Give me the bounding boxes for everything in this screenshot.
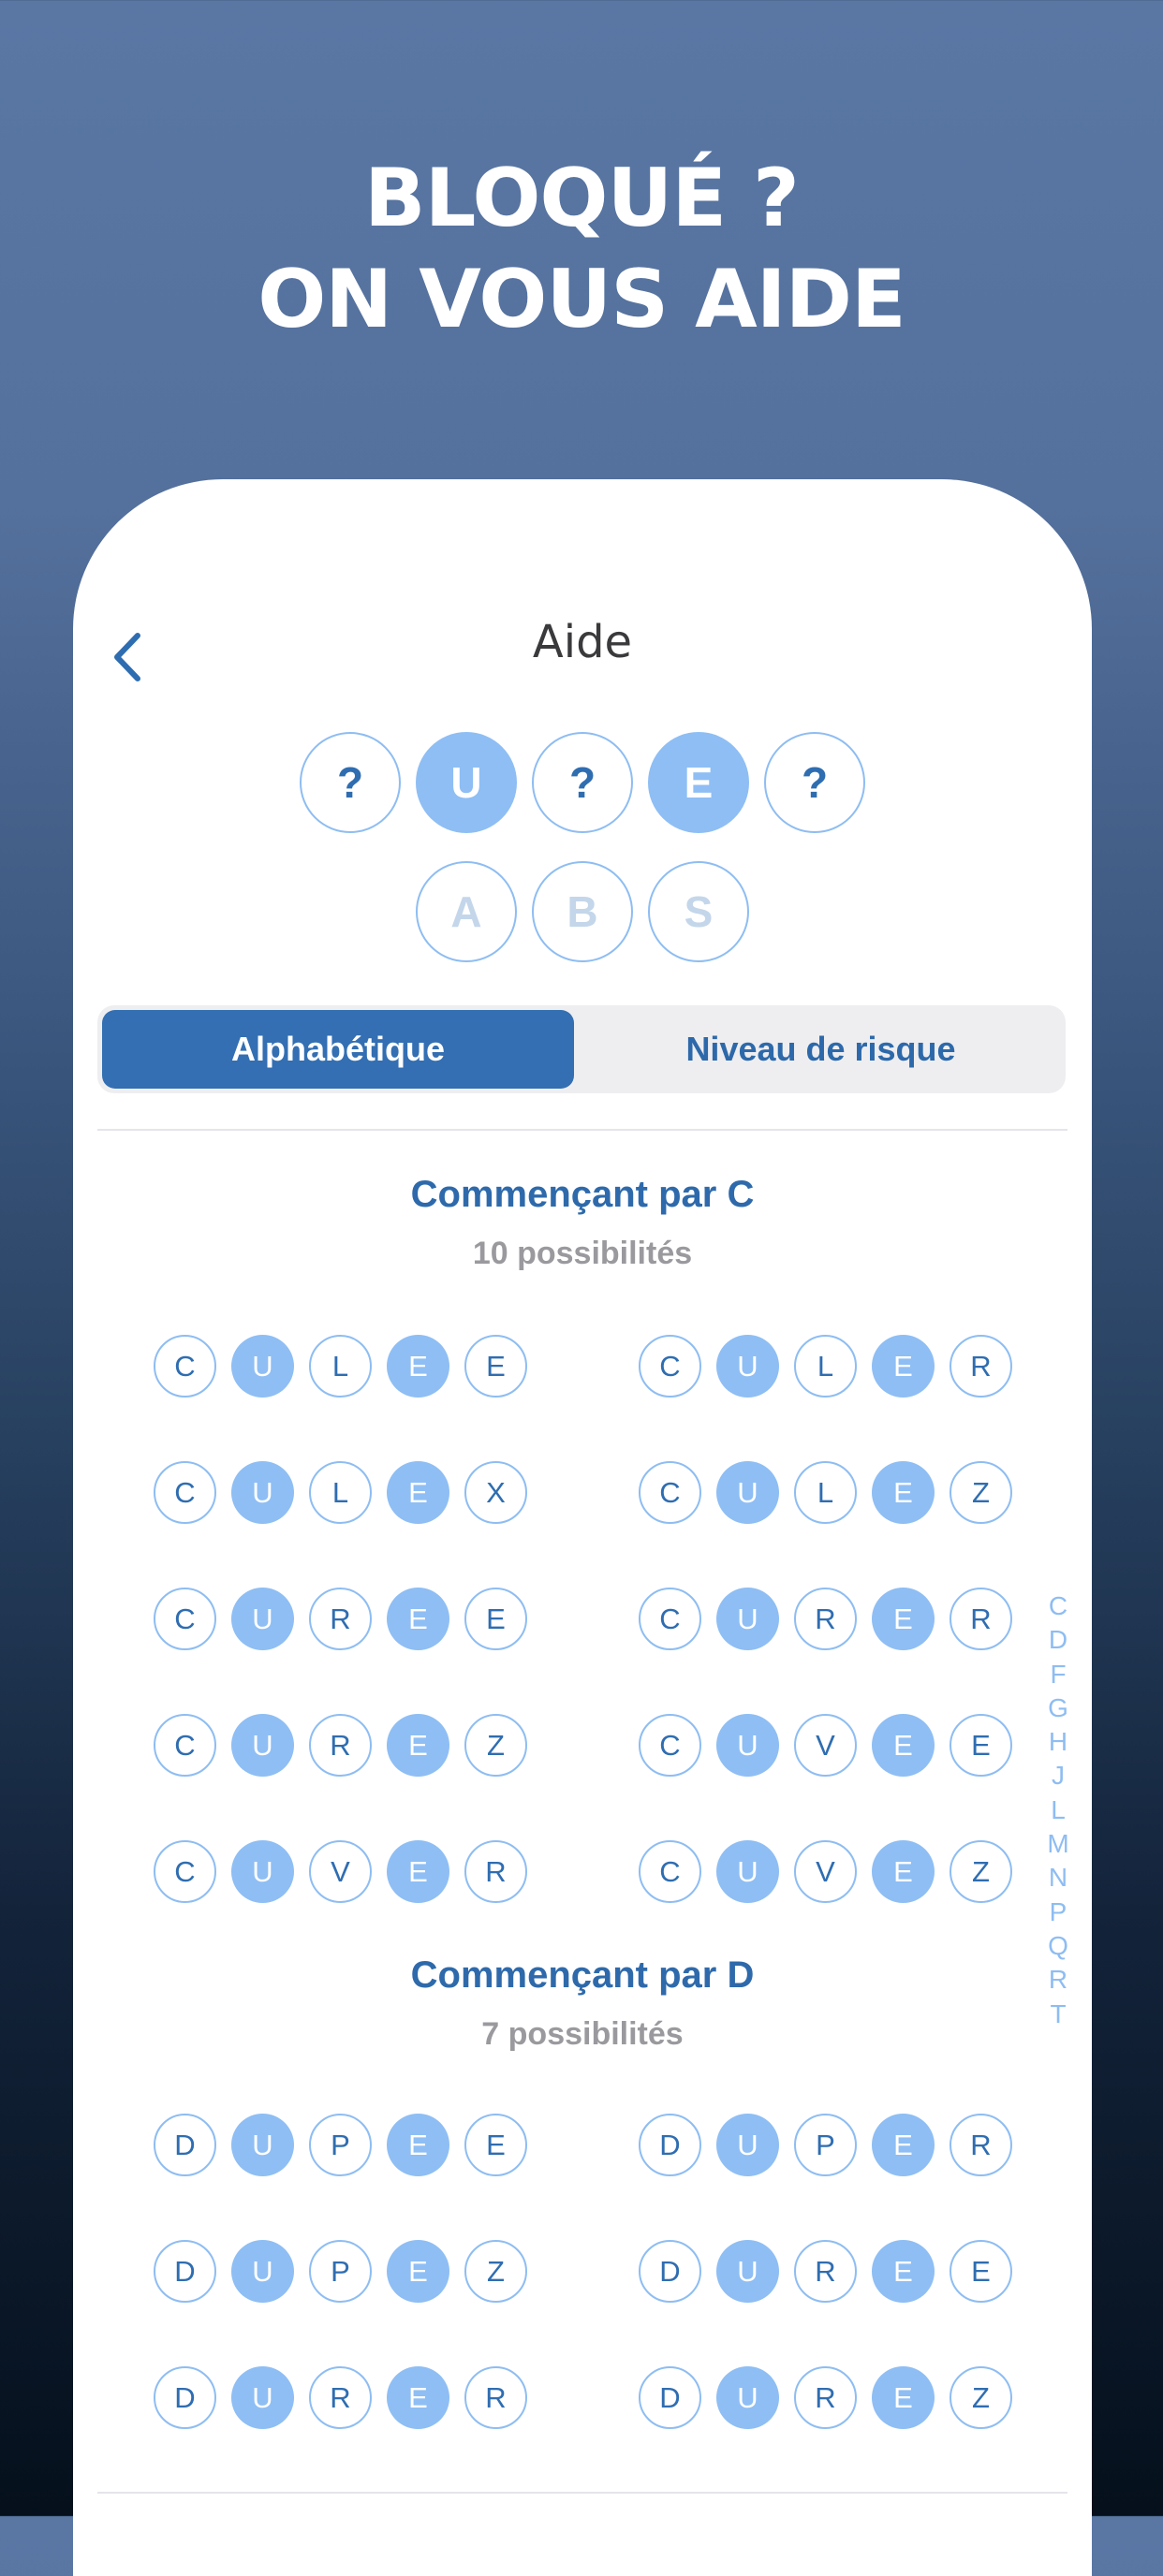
word-letter: U bbox=[716, 1714, 779, 1777]
word-letter: X bbox=[464, 1461, 527, 1524]
word-letter: Z bbox=[464, 1714, 527, 1777]
word-letter: C bbox=[639, 1840, 701, 1903]
word-suggestion[interactable] bbox=[639, 1714, 1012, 1777]
word-letter: E bbox=[872, 1840, 935, 1903]
word-letter: R bbox=[950, 1588, 1012, 1650]
word-letter: U bbox=[231, 1840, 294, 1903]
word-letter: R bbox=[309, 2366, 372, 2429]
word-letter: E bbox=[872, 1335, 935, 1398]
word-letter: U bbox=[716, 1588, 779, 1650]
word-letter: P bbox=[309, 2114, 372, 2176]
word-letter: E bbox=[387, 1840, 449, 1903]
word-letter: C bbox=[639, 1588, 701, 1650]
word-letter: C bbox=[154, 1335, 216, 1398]
word-letter: C bbox=[154, 1840, 216, 1903]
word-letter: R bbox=[794, 2366, 857, 2429]
word-letter: E bbox=[387, 1588, 449, 1650]
index-letter[interactable]: P bbox=[1049, 1896, 1067, 1926]
word-letter: R bbox=[309, 1588, 372, 1650]
word-letter: E bbox=[387, 2114, 449, 2176]
word-suggestion[interactable] bbox=[639, 2366, 1012, 2429]
word-letter: U bbox=[231, 2240, 294, 2303]
word-suggestion[interactable] bbox=[154, 1335, 527, 1398]
word-suggestion[interactable] bbox=[639, 1335, 1012, 1398]
word-letter: R bbox=[794, 2240, 857, 2303]
word-letter: E bbox=[950, 2240, 1012, 2303]
pattern-slot-3[interactable]: ? bbox=[532, 732, 633, 833]
word-letter: E bbox=[387, 2240, 449, 2303]
index-letter[interactable]: G bbox=[1048, 1692, 1068, 1722]
promo-headline-line2: ON VOUS AIDE bbox=[258, 253, 905, 346]
available-letter-b[interactable]: B bbox=[532, 861, 633, 962]
word-letter: C bbox=[154, 1461, 216, 1524]
word-letter: R bbox=[950, 2114, 1012, 2176]
word-letter: D bbox=[154, 2240, 216, 2303]
word-letter: C bbox=[154, 1714, 216, 1777]
index-letter[interactable]: F bbox=[1050, 1659, 1067, 1689]
word-letter: E bbox=[464, 2114, 527, 2176]
page-title: Aide bbox=[532, 616, 633, 668]
word-letter: D bbox=[639, 2366, 701, 2429]
pattern-slot-5[interactable]: ? bbox=[764, 732, 865, 833]
section-title-c: Commençant par C bbox=[410, 1174, 755, 1215]
index-letter[interactable]: J bbox=[1052, 1761, 1065, 1791]
available-letter-a[interactable]: A bbox=[416, 861, 517, 962]
word-letter: E bbox=[950, 1714, 1012, 1777]
word-suggestion[interactable] bbox=[154, 1714, 527, 1777]
word-letter: Z bbox=[464, 2240, 527, 2303]
word-letter: E bbox=[387, 2366, 449, 2429]
word-letter: V bbox=[794, 1714, 857, 1777]
word-letter: V bbox=[309, 1840, 372, 1903]
word-letter: R bbox=[309, 1714, 372, 1777]
word-letter: U bbox=[231, 2114, 294, 2176]
word-letter: V bbox=[794, 1840, 857, 1903]
word-suggestion[interactable] bbox=[639, 2240, 1012, 2303]
word-suggestion[interactable] bbox=[154, 2366, 527, 2429]
word-letter: U bbox=[716, 2366, 779, 2429]
index-letter[interactable]: N bbox=[1048, 1863, 1068, 1893]
word-suggestion[interactable] bbox=[154, 1588, 527, 1650]
word-suggestion[interactable] bbox=[154, 2114, 527, 2176]
pattern-slot-1[interactable]: ? bbox=[300, 732, 401, 833]
word-letter: L bbox=[309, 1461, 372, 1524]
word-letter: E bbox=[872, 1588, 935, 1650]
word-suggestion[interactable] bbox=[639, 1588, 1012, 1650]
word-letter: Z bbox=[950, 2366, 1012, 2429]
word-letter: D bbox=[639, 2114, 701, 2176]
alphabet-index[interactable] bbox=[1039, 1589, 1077, 2031]
phone-screen bbox=[73, 479, 1092, 2576]
tab-niveau-de-risque[interactable]: Niveau de risque bbox=[685, 1030, 956, 1068]
word-letter: P bbox=[794, 2114, 857, 2176]
word-letter: R bbox=[464, 2366, 527, 2429]
word-letter: E bbox=[872, 1461, 935, 1524]
word-letter: C bbox=[639, 1335, 701, 1398]
word-suggestion[interactable] bbox=[154, 1461, 527, 1524]
word-letter: L bbox=[309, 1335, 372, 1398]
word-suggestion[interactable] bbox=[639, 1840, 1012, 1903]
word-letter: U bbox=[716, 2114, 779, 2176]
index-letter[interactable]: D bbox=[1048, 1625, 1068, 1655]
pattern-slot-4[interactable]: E bbox=[648, 732, 749, 833]
word-suggestion[interactable] bbox=[639, 2114, 1012, 2176]
word-letter: U bbox=[231, 1588, 294, 1650]
word-letter: E bbox=[872, 2240, 935, 2303]
index-letter[interactable]: R bbox=[1048, 1965, 1068, 1995]
word-letter: E bbox=[464, 1335, 527, 1398]
word-letter: R bbox=[950, 1335, 1012, 1398]
section-title-d: Commençant par D bbox=[410, 1954, 755, 1996]
word-suggestion[interactable] bbox=[639, 1461, 1012, 1524]
word-letter: R bbox=[464, 1840, 527, 1903]
word-letter: U bbox=[716, 1461, 779, 1524]
word-letter: Z bbox=[950, 1840, 1012, 1903]
word-letter: E bbox=[872, 2366, 935, 2429]
word-suggestion[interactable] bbox=[154, 2240, 527, 2303]
index-letter[interactable]: Q bbox=[1048, 1930, 1068, 1960]
available-letter-s[interactable]: S bbox=[648, 861, 749, 962]
section-count-d: 7 possibilités bbox=[481, 2016, 684, 2052]
word-letter: U bbox=[716, 1335, 779, 1398]
word-letter: P bbox=[309, 2240, 372, 2303]
word-letter: U bbox=[231, 1335, 294, 1398]
word-letter: C bbox=[639, 1461, 701, 1524]
sort-segmented-control bbox=[97, 1005, 1066, 1093]
word-letter: E bbox=[464, 1588, 527, 1650]
divider bbox=[97, 1129, 1067, 1131]
word-letter: C bbox=[639, 1714, 701, 1777]
word-letter: R bbox=[794, 1588, 857, 1650]
word-letter: E bbox=[872, 1714, 935, 1777]
word-suggestion[interactable] bbox=[154, 1840, 527, 1903]
word-letter: U bbox=[716, 2240, 779, 2303]
word-letter: D bbox=[154, 2366, 216, 2429]
section-count-c: 10 possibilités bbox=[472, 1236, 693, 1271]
index-letter[interactable]: H bbox=[1048, 1727, 1068, 1757]
word-letter: D bbox=[639, 2240, 701, 2303]
index-letter[interactable]: C bbox=[1048, 1591, 1068, 1620]
pattern-slot-2[interactable]: U bbox=[416, 732, 517, 833]
word-letter: E bbox=[872, 2114, 935, 2176]
word-letter: L bbox=[794, 1461, 857, 1524]
index-letter[interactable]: L bbox=[1051, 1794, 1066, 1824]
index-letter[interactable]: T bbox=[1050, 1998, 1067, 2028]
word-letter: L bbox=[794, 1335, 857, 1398]
tab-alphabetique[interactable]: Alphabétique bbox=[102, 1010, 574, 1089]
word-letter: E bbox=[387, 1335, 449, 1398]
word-letter: Z bbox=[950, 1461, 1012, 1524]
index-letter[interactable]: M bbox=[1047, 1829, 1069, 1859]
word-letter: C bbox=[154, 1588, 216, 1650]
word-letter: E bbox=[387, 1461, 449, 1524]
word-letter: U bbox=[716, 1840, 779, 1903]
word-letter: D bbox=[154, 2114, 216, 2176]
word-letter: U bbox=[231, 1714, 294, 1777]
promo-headline-line1: BLOQUÉ ? bbox=[364, 152, 799, 245]
word-letter: E bbox=[387, 1714, 449, 1777]
word-letter: U bbox=[231, 2366, 294, 2429]
divider bbox=[97, 2492, 1067, 2494]
word-letter: U bbox=[231, 1461, 294, 1524]
